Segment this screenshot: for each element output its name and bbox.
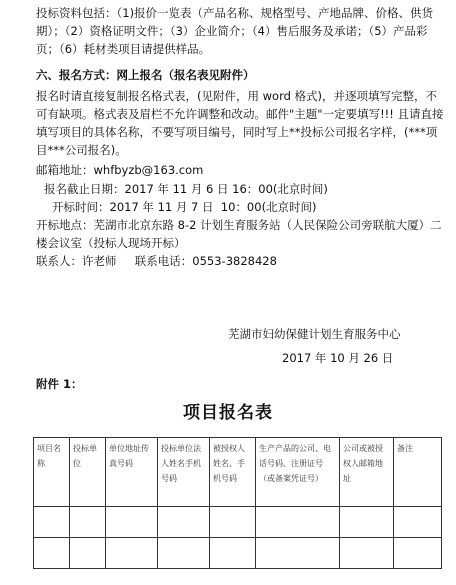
table-cell[interactable] (340, 507, 394, 538)
table-cell[interactable] (70, 538, 106, 569)
email-line: 邮箱地址：whfbyzb@163.com (36, 163, 204, 177)
opening-time-line: 开标时间：2017 年 11 月 7 日 10：00(北京时间) (52, 200, 317, 214)
table-cell[interactable] (340, 538, 394, 569)
header-remarks: 备注 (394, 438, 442, 507)
section-6-heading: 六、报名方式：网上报名（报名表见附件） (36, 68, 255, 82)
deadline-line: 报名截止日期：2017 年 11 月 6 日 16：00(北京时间) (44, 182, 328, 196)
table-cell[interactable] (210, 538, 256, 569)
header-bidder: 投标单位 (70, 438, 106, 507)
table-cell[interactable] (158, 538, 210, 569)
table-cell[interactable] (106, 507, 158, 538)
bid-materials-paragraph: 投标资料包括：（1)报价一览表（产品名称、规格型号、产地品牌、价格、供货期）；（2）资格证明文件；（3）企业简介；（4）售后服务及承诺；（5）产品彩页；（6）耗材类项目请提供样品。 (36, 6, 434, 56)
table-cell[interactable] (256, 507, 340, 538)
table-cell[interactable] (256, 538, 340, 569)
contact-line: 联系人：许老师 联系电话：0553-3828428 (36, 254, 277, 268)
header-authorized-person: 被授权人姓名、手机号码 (210, 438, 256, 507)
table-cell[interactable] (394, 507, 442, 538)
table-row (34, 507, 442, 538)
header-project-name: 项目名称 (34, 438, 70, 507)
header-address-fax: 单位地址传真号码 (106, 438, 158, 507)
header-email: 公司或被授权人邮箱地址 (340, 438, 394, 507)
table-cell[interactable] (394, 538, 442, 569)
table-cell[interactable] (210, 507, 256, 538)
form-title: 项目报名表 (183, 403, 273, 423)
table-cell[interactable] (106, 538, 158, 569)
table-cell[interactable] (34, 538, 70, 569)
organization-name: 芜湖市妇幼保健计划生育服务中心 (228, 327, 401, 341)
document-date: 2017 年 10 月 26 日 (282, 351, 394, 365)
header-manufacturer: 生产产品的公司、电话号码、注册证号（或备案凭证号） (256, 438, 340, 507)
registration-form-table (33, 437, 442, 569)
table-cell[interactable] (70, 507, 106, 538)
attachment-label: 附件 1： (36, 377, 83, 391)
table-header-row (34, 438, 442, 507)
table-cell[interactable] (34, 507, 70, 538)
header-legal-rep: 投标单位法人姓名手机号码 (158, 438, 210, 507)
table-row (34, 538, 442, 569)
table-cell[interactable] (158, 507, 210, 538)
opening-location-line: 开标地点：芜湖市北京东路 8-2 计划生育服务站（人民保险公司旁联航大厦）二楼会议室（投标人现场开标） (36, 218, 442, 250)
section-6-body: 报名时请直接复制报名格式表，(见附件，用 word 格式)，并逐项填写完整，不可有缺项。格式表及眉栏不允许调整和改动。邮件"主题"一定要填写!!! 且请直接填写项目的具体名称，不要写项目编号，同时写上**投标公司报名字样，(***项目***公司报名)。 (36, 89, 444, 157)
